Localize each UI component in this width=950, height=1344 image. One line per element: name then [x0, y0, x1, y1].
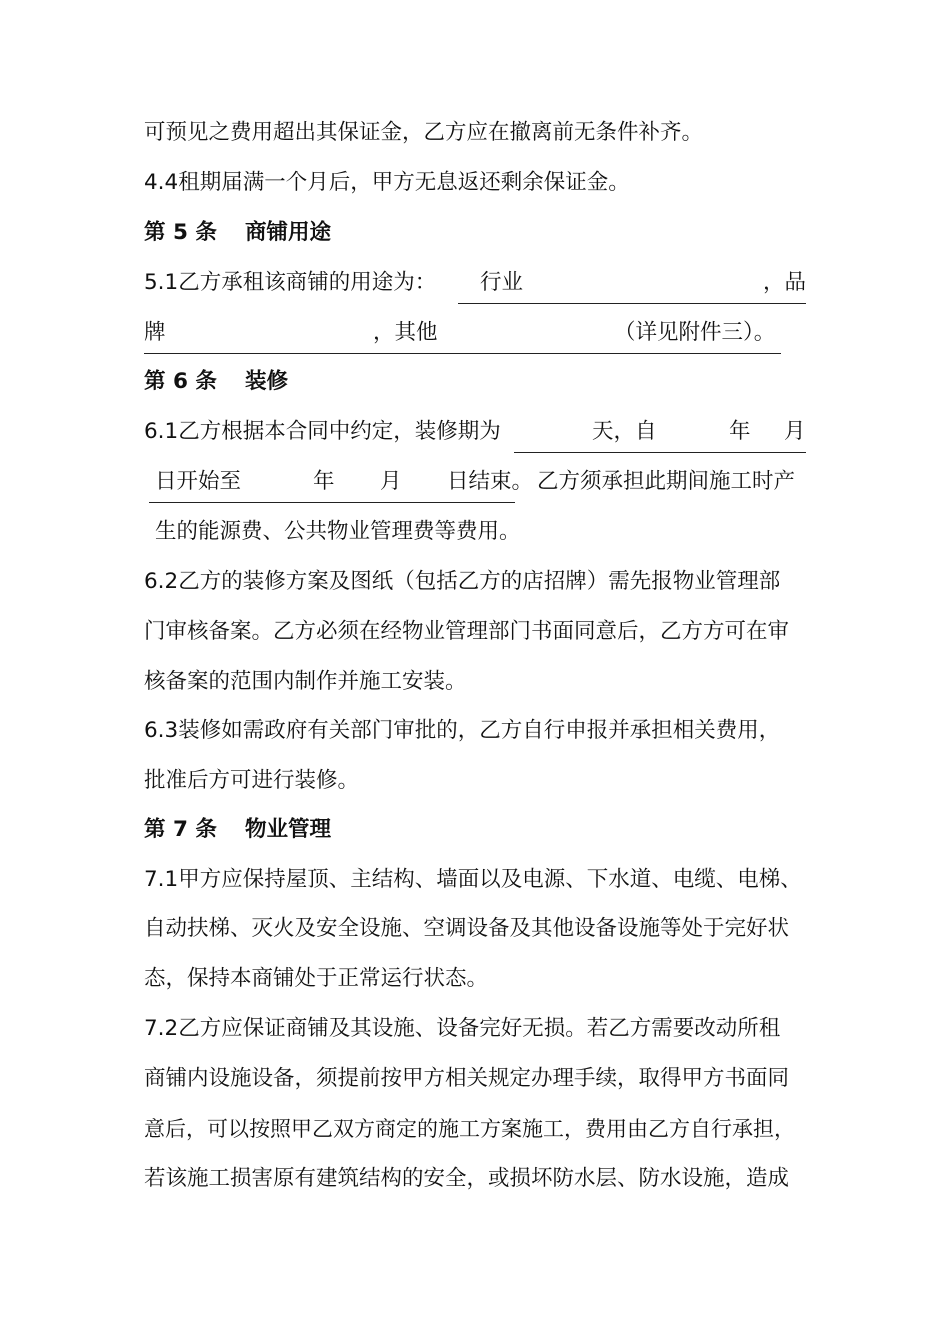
text-line: 7.2乙方应保证商铺及其设施、设备完好无损。若乙方需要改动所租 [144, 1016, 781, 1041]
text-line: 态，保持本商铺处于正常运行状态。 [144, 966, 489, 991]
text-line: 门审核备案。乙方必须在经物业管理部门书面同意后，乙方方可在审 [144, 619, 790, 644]
text-line: 6.3装修如需政府有关部门审批的，乙方自行申报并承担相关费用， [144, 718, 781, 743]
industry-label: 行业 [480, 270, 524, 295]
article-heading [144, 367, 288, 397]
text-line: 4.4租期届满一个月后，甲方无息返还剩余保证金。 [144, 170, 630, 195]
end-day-label: 日结束。 [447, 469, 534, 494]
article-title: 物业管理 [244, 817, 331, 842]
article-number: 第 6 条 [144, 369, 217, 394]
article-heading [144, 218, 331, 248]
clause-6-1-lead: 6.1乙方根据本合同中约定，装修期为 [144, 419, 501, 444]
annex-note: （详见附件三）。 [614, 320, 776, 345]
other-label: ，其他 [373, 320, 438, 345]
brand-label-tail: 牌 [144, 320, 166, 345]
text-line: 生的能源费、公共物业管理费等费用。 [155, 519, 521, 544]
fill-in-line [514, 452, 806, 453]
article-number: 第 5 条 [144, 220, 217, 245]
fill-in-line [144, 353, 781, 354]
text-line: 7.1甲方应保持屋顶、主结构、墙面以及电源、下水道、电缆、电梯、 [144, 867, 802, 892]
fill-in-line [149, 502, 515, 503]
text-line: 意后，可以按照甲乙双方商定的施工方案施工，费用由乙方自行承担， [144, 1117, 795, 1141]
month-label: 月 [784, 419, 806, 444]
fill-in-line [458, 303, 806, 304]
text-line: 商铺内设施设备，须提前按甲方相关规定办理手续，取得甲方书面同 [144, 1066, 790, 1091]
article-heading [144, 815, 331, 845]
text-line: 6.2乙方的装修方案及图纸（包括乙方的店招牌）需先报物业管理部 [144, 569, 781, 594]
days-label: 天，自 [592, 419, 657, 444]
article-title: 商铺用途 [244, 220, 331, 245]
text-line: 乙方须承担此期间施工时产 [537, 469, 796, 494]
start-day-label: 日开始至 [155, 469, 242, 494]
brand-label: ，品 [763, 270, 807, 295]
year-label: 年 [729, 419, 751, 444]
text-line: 核备案的范围内制作并施工安装。 [144, 669, 467, 694]
month-label: 月 [380, 469, 402, 494]
clause-5-1-lead: 5.1乙方承租该商铺的用途为： [144, 270, 437, 295]
year-label: 年 [313, 469, 335, 494]
text-line: 批准后方可进行装修。 [144, 768, 360, 793]
article-title: 装修 [244, 369, 288, 394]
text-line: 可预见之费用超出其保证金，乙方应在撤离前无条件补齐。 [144, 120, 704, 145]
text-line: 自动扶梯、灭火及安全设施、空调设备及其他设备设施等处于完好状 [144, 916, 790, 941]
text-line: 若该施工损害原有建筑结构的安全，或损坏防水层、防水设施，造成 [144, 1166, 790, 1191]
article-number: 第 7 条 [144, 817, 217, 842]
